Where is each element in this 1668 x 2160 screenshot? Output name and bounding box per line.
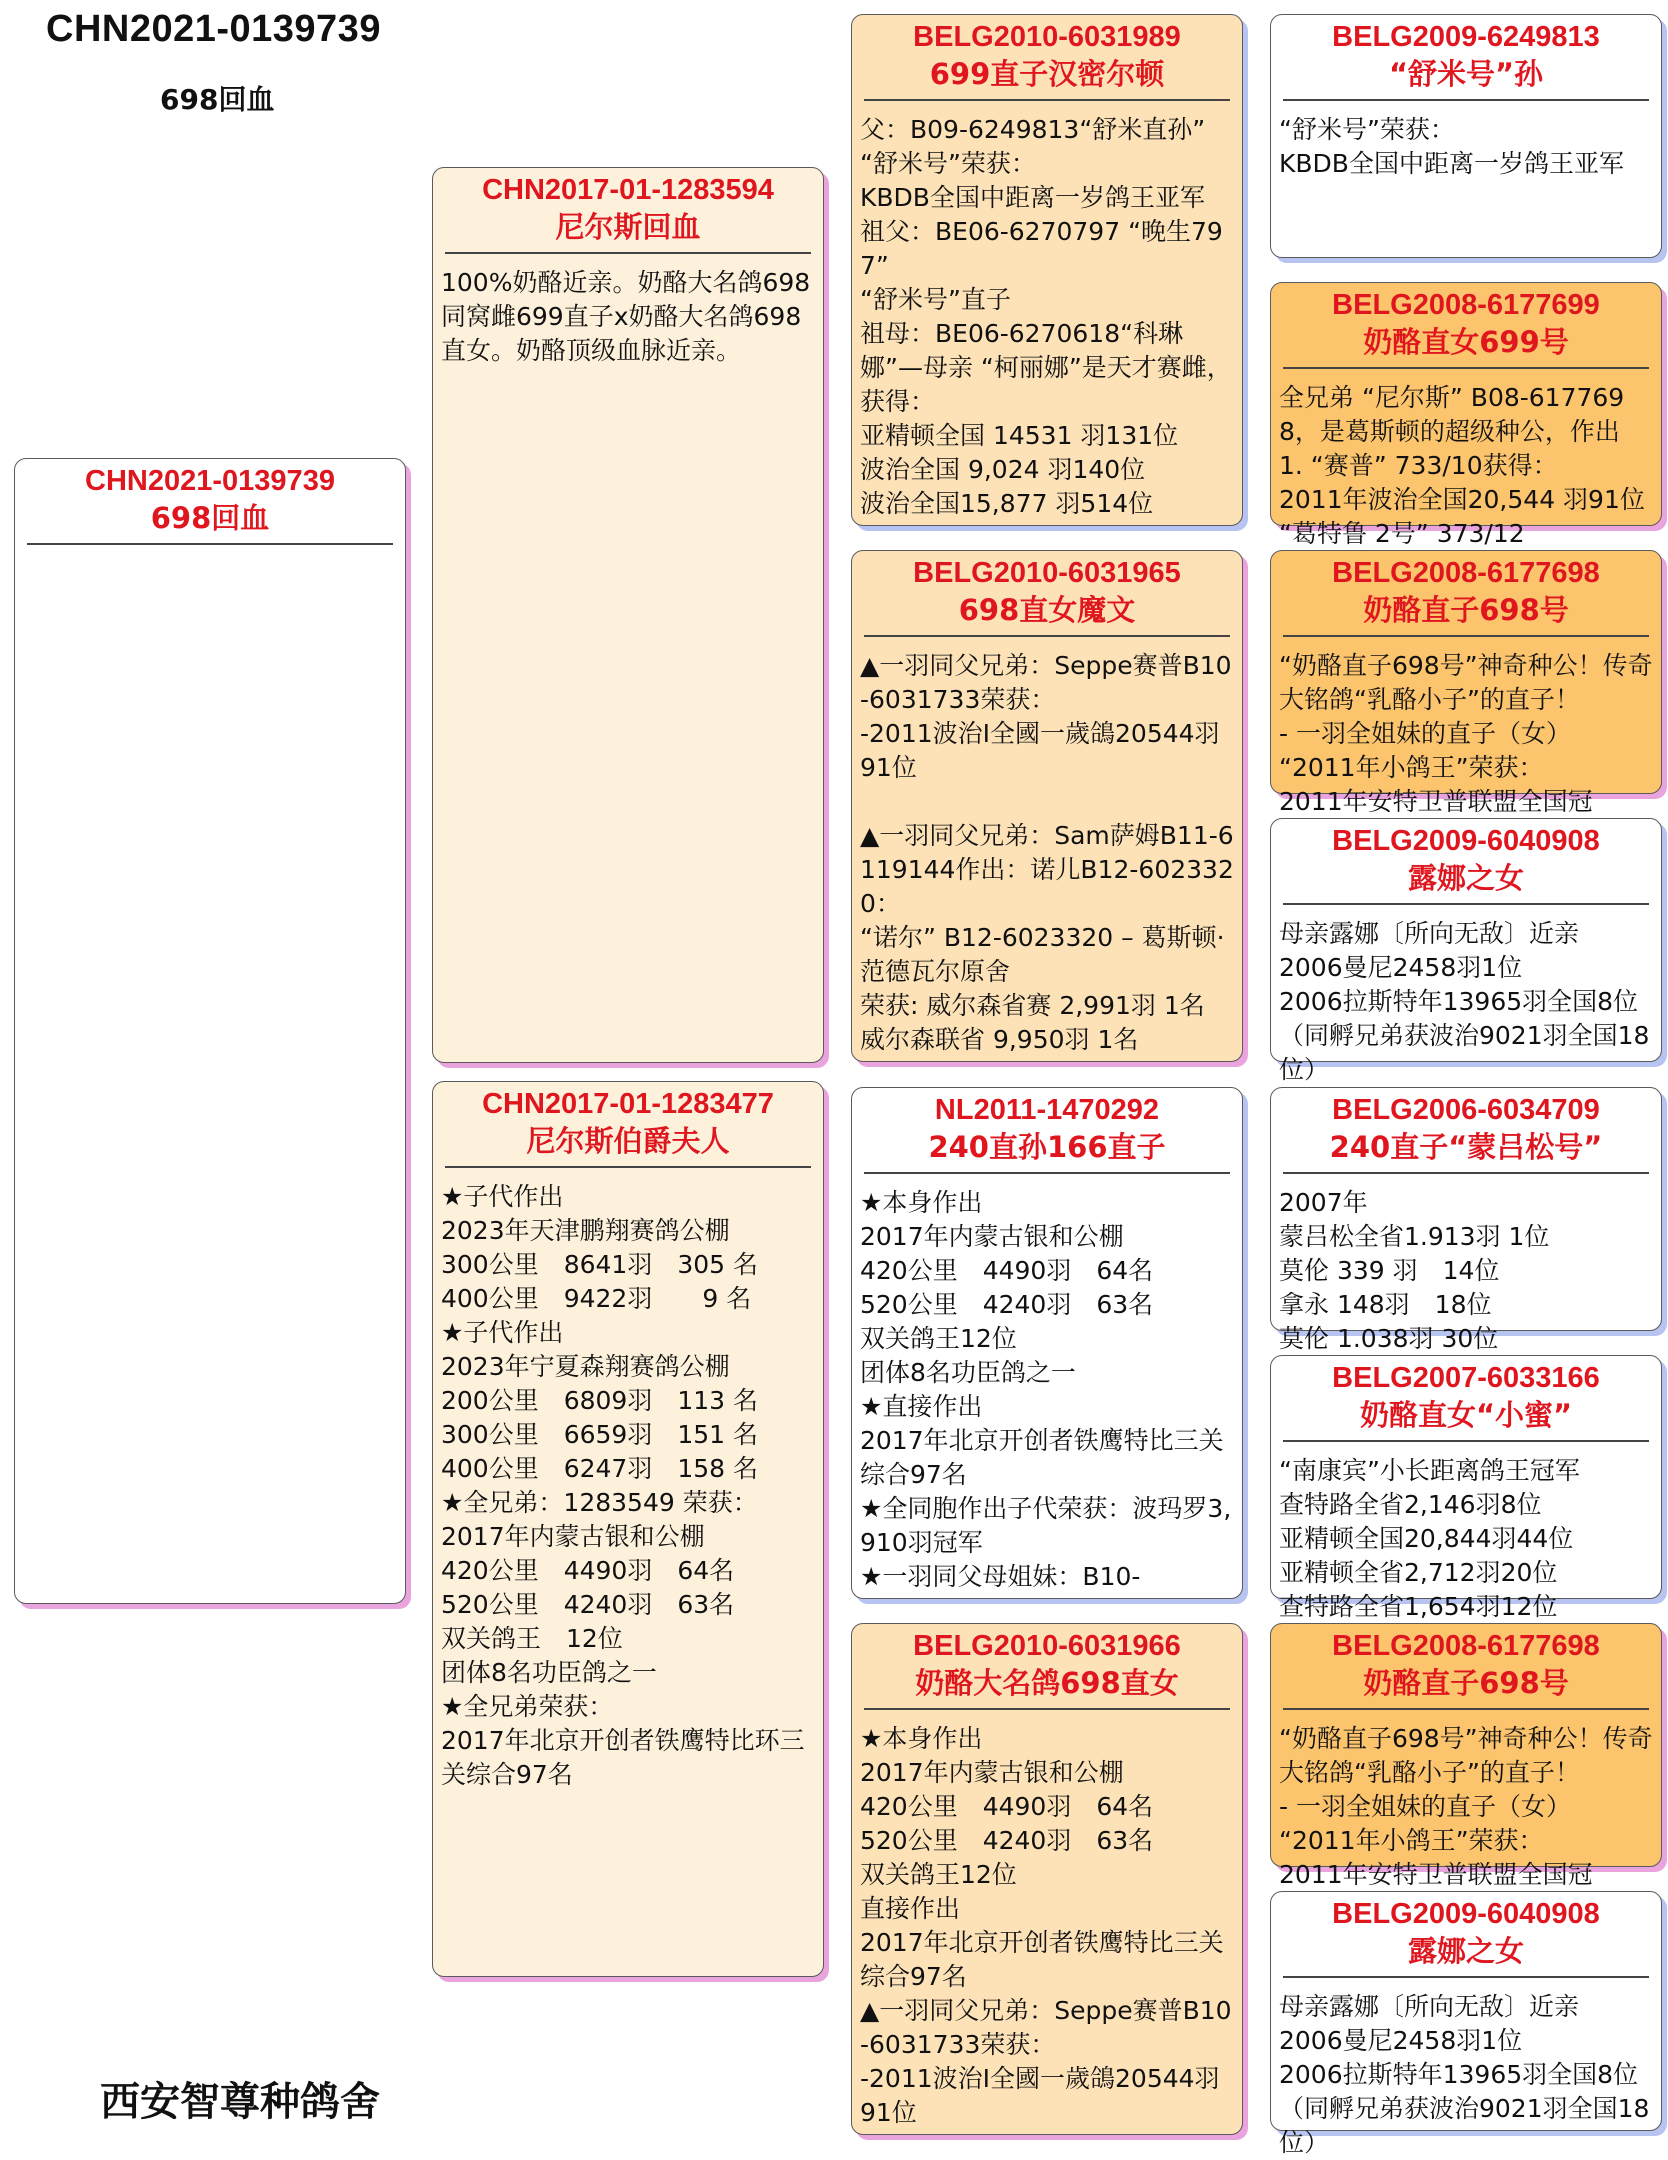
grandparent-card-dam-sire[interactable] [851,1087,1243,1599]
grandparent-divider [864,635,1230,637]
great-grandparent-divider [1283,1172,1649,1174]
great-grandparent-name: “舒米号”孙 [1388,57,1544,91]
dam-notes: ★子代作出 2023年天津鹏翔赛鸽公棚 300公里 8641羽 305 名 400公里 9422羽 9 名 ★子代作出 2023年宁夏森翔赛鸽公棚 200公里 6809羽 113 名 300公里 6659羽 151 名 400公里 6247羽 158 名 ★全兄弟：1283549 荣获： 2017年内蒙古银和公棚 420公里 4490羽 64名 520公里 4240羽 63名 双关鸽王 12位 团体8名功臣鸽之一 ★全兄弟荣获： 2017年北京开创者铁鹰特比环三关综合97名 [441,1182,805,1789]
dam-ring: CHN2017-01-1283477 [482,1088,774,1120]
pedigree-title-strain: 698回血 [160,83,275,116]
great-grandparent-card-5[interactable] [1270,1087,1662,1353]
great-grandparent-name: 奶酪直女“小蜜” [1359,1398,1573,1432]
grandparent-ring: BELG2010-6031989 [913,21,1181,53]
great-grandparent-ring: BELG2009-6040908 [1332,825,1600,857]
grandparent-notes: 父：B09-6249813“舒米直孙” “舒米号”荣获： KBDB全国中距离一岁鸽王亚军 祖父：BE06-6270797 “晚生797” “舒米号”直子 祖母：BE06-6270618“科琳娜”—母亲 “柯丽娜”是天才赛雌，获得： 亚精顿全国 14531 羽131位 波治全国 9,024 羽140位 波治全国15,877 羽514位 [860,115,1232,518]
dam-card[interactable] [432,1081,824,1977]
great-grandparent-ring: BELG2008-6177698 [1332,557,1600,589]
great-grandparent-notes: 2007年 蒙吕松全省1.913羽 1位 莫伦 339 羽 14位 拿永 148羽 18位 莫伦 1.038羽 30位 [1279,1188,1550,1353]
subject-ring: CHN2021-0139739 [85,465,335,497]
great-grandparent-divider [1283,99,1649,101]
grandparent-name: 240直孙166直子 [928,1130,1166,1164]
great-grandparent-ring: BELG2009-6249813 [1332,21,1600,53]
great-grandparent-divider [1283,367,1649,369]
great-grandparent-ring: BELG2007-6033166 [1332,1362,1600,1394]
great-grandparent-notes: 全兄弟 “尼尔斯” B08-6177698，是葛斯顿的超级种公，作出 1. “赛普” 733/10获得： 2011年波治全国20,544 羽91位 “葛特鲁 2号” 373/12 [1279,383,1645,548]
grandparent-notes: ★本身作出 2017年内蒙古银和公棚 420公里 4490羽 64名 520公里 4240羽 63名 双关鸽王12位 团体8名功臣鸽之一 ★直接作出 2017年北京开创者铁鹰特比三关综合97名 ★全同胞作出子代荣获：波玛罗3,910羽冠军 ★一羽同父母姐妹：B10- [860,1188,1232,1591]
grandparent-name: 698直女魔文 [958,593,1136,627]
great-grandparent-name: 奶酪直子698号 [1363,593,1569,627]
sire-divider [445,252,811,254]
great-grandparent-name: 奶酪直子698号 [1363,1666,1569,1700]
grandparent-card-dam-dam[interactable] [851,1623,1243,2135]
pedigree-title-ring: CHN2021-0139739 [46,8,381,50]
great-grandparent-ring: BELG2008-6177699 [1332,289,1600,321]
great-grandparent-card-6[interactable] [1270,1355,1662,1621]
great-grandparent-divider [1283,635,1649,637]
great-grandparent-card-2[interactable] [1270,282,1662,548]
subject-divider [27,543,393,545]
grandparent-divider [864,1172,1230,1174]
sire-name: 尼尔斯回血 [555,210,701,244]
grandparent-notes: ★本身作出 2017年内蒙古银和公棚 420公里 4490羽 64名 520公里 4240羽 63名 双关鸽王12位 直接作出 2017年北京开创者铁鹰特比三关综合97名 ▲一羽同父兄弟：Seppe赛普B10-6031733荣获： -2011波治I全國一歲鴿20544羽91位 [860,1724,1232,2127]
subject-name: 698回血 [150,501,270,535]
subject-card[interactable] [14,458,406,1604]
great-grandparent-ring: BELG2006-6034709 [1332,1094,1600,1126]
great-grandparent-divider [1283,903,1649,905]
grandparent-divider [864,1708,1230,1710]
grandparent-ring: BELG2010-6031966 [913,1630,1181,1662]
great-grandparent-notes: “舒米号”荣获： KBDB全国中距离一岁鸽王亚军 [1279,115,1624,178]
great-grandparent-notes: “奶酪直子698号”神奇种公！传奇大铭鸽“乳酪小子”的直子！ - 一羽全姐妹的直子（女） “2011年小鸽王”荣获： 2011年安特卫普联盟全国冠 [1279,1724,1653,1889]
great-grandparent-notes: “奶酪直子698号”神奇种公！传奇大铭鸽“乳酪小子”的直子！ - 一羽全姐妹的直子（女） “2011年小鸽王”荣获： 2011年安特卫普联盟全国冠 [1279,651,1653,816]
great-grandparent-notes: “南康宾”小长距离鸽王冠军 查特路全省2,146羽8位 亚精顿全国20,844羽44位 亚精顿全省2,712羽20位 查特路全省1,654羽12位 [1279,1456,1580,1621]
great-grandparent-name: 240直子“蒙吕松号” [1329,1130,1603,1164]
grandparent-divider [864,99,1230,101]
grandparent-card-sire-sire[interactable] [851,14,1243,526]
great-grandparent-ring: BELG2009-6040908 [1332,1898,1600,1930]
great-grandparent-notes: 母亲露娜〔所向无敌〕近亲 2006曼尼2458羽1位 2006拉斯特年13965羽全国8位 （同孵兄弟获波治9021羽全国18位） [1279,1992,1650,2157]
sire-ring: CHN2017-01-1283594 [482,174,774,206]
great-grandparent-name: 奶酪直女699号 [1363,325,1569,359]
great-grandparent-divider [1283,1708,1649,1710]
great-grandparent-notes: 母亲露娜〔所向无敌〕近亲 2006曼尼2458羽1位 2006拉斯特年13965羽全国8位 （同孵兄弟获波治9021羽全国18位） [1279,919,1650,1084]
great-grandparent-card-1[interactable] [1270,14,1662,258]
great-grandparent-card-8[interactable] [1270,1891,1662,2157]
grandparent-card-sire-dam[interactable] [851,550,1243,1062]
great-grandparent-card-3[interactable] [1270,550,1662,816]
dam-divider [445,1166,811,1168]
grandparent-notes: ▲一羽同父兄弟：Seppe赛普B10-6031733荣获： -2011波治I全國一歲鴿20544羽91位 ▲一羽同父兄弟：Sam萨姆B11-6119144作出：诺儿B12-6023320： “诺尔” B12-6023320 – 葛斯顿·范德瓦尔原舍 荣获: 威尔森省赛 2,991羽 1名 威尔森联省 9,950羽 1名 [860,651,1234,1054]
loft-name-footer: 西安智尊种鸽舍 [100,2079,380,2125]
great-grandparent-ring: BELG2008-6177698 [1332,1630,1600,1662]
great-grandparent-name: 露娜之女 [1407,861,1524,895]
great-grandparent-divider [1283,1976,1649,1978]
great-grandparent-card-4[interactable] [1270,818,1662,1084]
grandparent-ring: NL2011-1470292 [934,1094,1160,1126]
grandparent-name: 699直子汉密尔顿 [929,57,1165,91]
dam-name: 尼尔斯伯爵夫人 [526,1124,730,1158]
great-grandparent-divider [1283,1440,1649,1442]
grandparent-ring: BELG2010-6031965 [913,557,1181,589]
grandparent-name: 奶酪大名鸽698直女 [915,1666,1179,1700]
great-grandparent-card-7[interactable] [1270,1623,1662,1889]
great-grandparent-name: 露娜之女 [1407,1934,1524,1968]
sire-notes: 100%奶酪近亲。奶酪大名鸽698同窝雌699直子x奶酪大名鸽698直女。奶酪顶级血脉近亲。 [441,268,811,365]
sire-card[interactable] [432,167,824,1063]
